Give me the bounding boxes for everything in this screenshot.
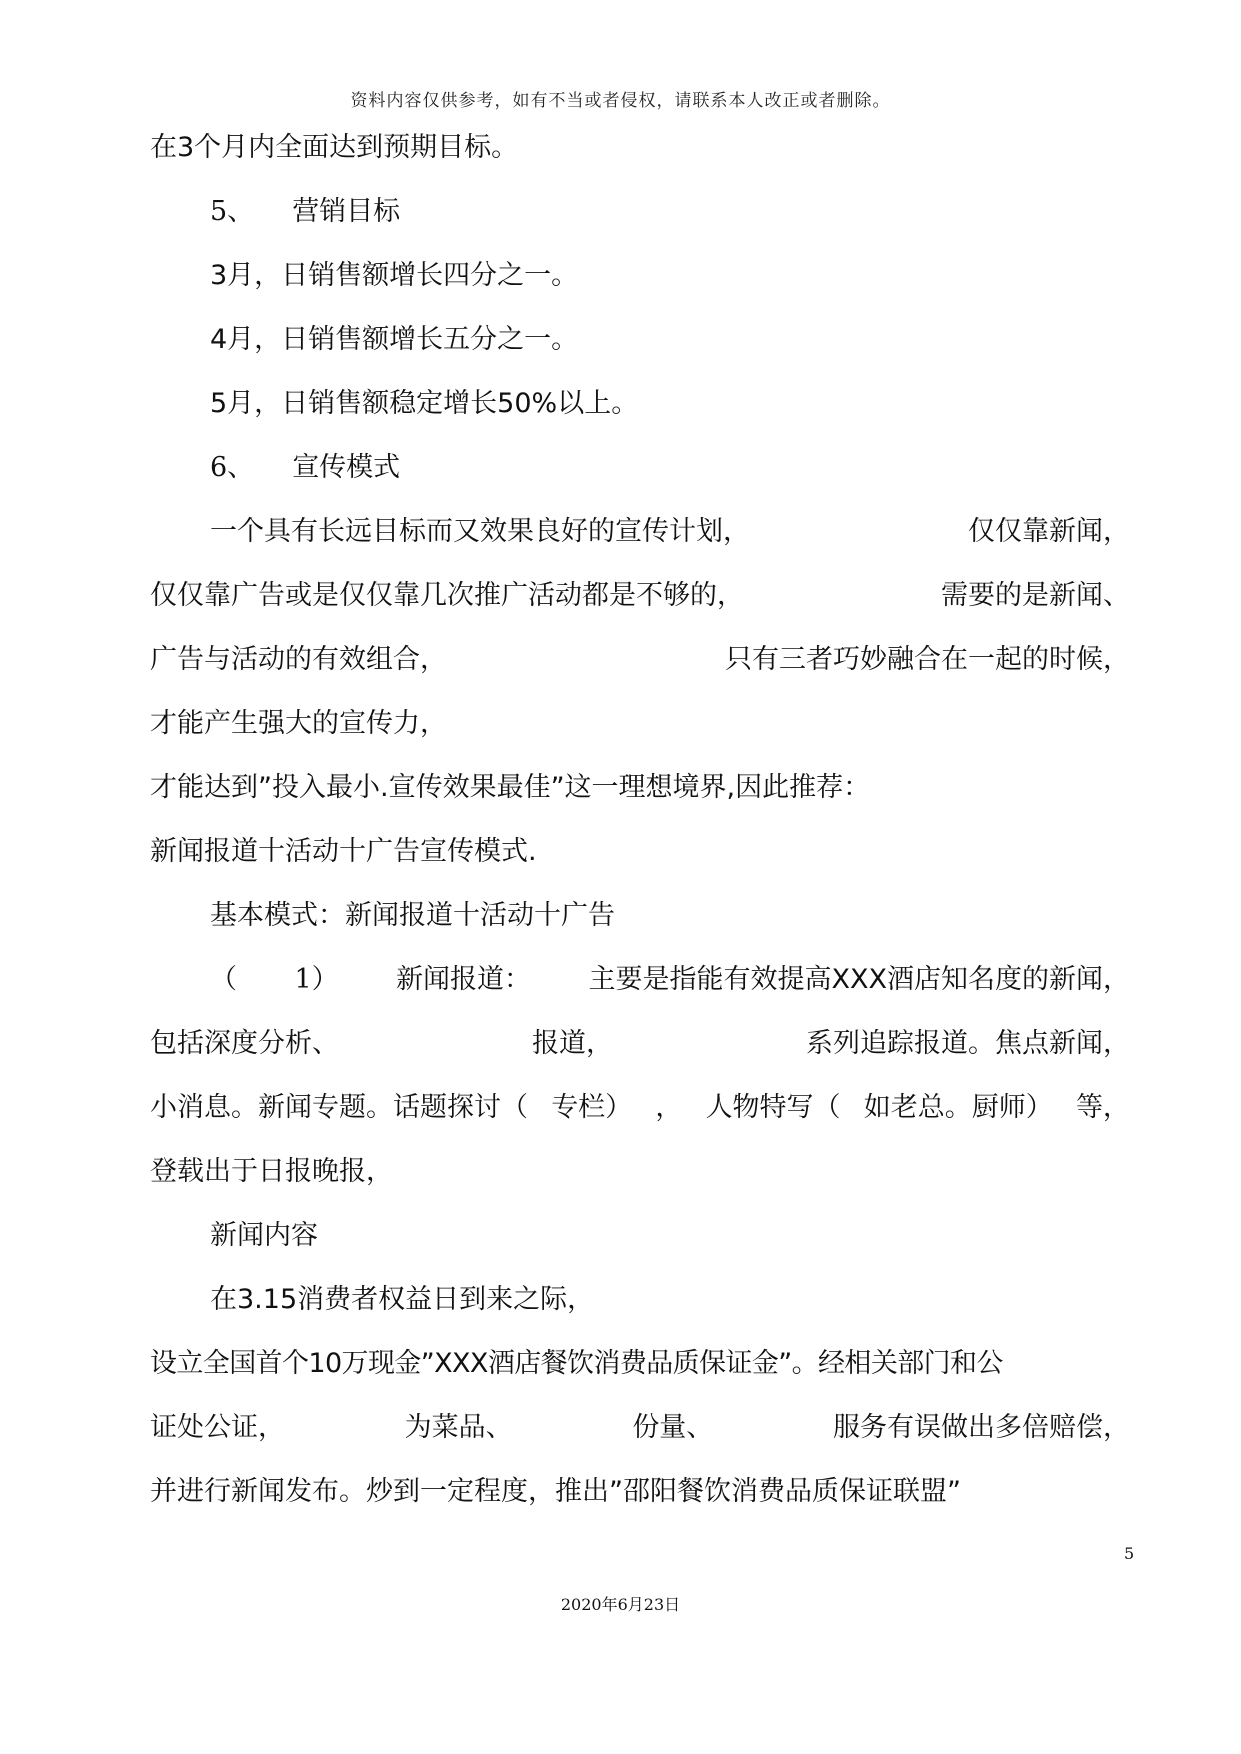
text-segment: 一个具有长远目标而又效果良好的宣传计划， bbox=[210, 516, 750, 547]
section-number: 5、 bbox=[210, 196, 255, 227]
paragraph-line-1: 在3个月内全面达到预期目标。 bbox=[150, 132, 519, 163]
section-title: 宣传模式 bbox=[292, 452, 401, 483]
paragraph-line-16 bbox=[150, 1088, 1130, 1128]
text-segment: 报道， bbox=[532, 1028, 613, 1059]
paragraph-line-9 bbox=[150, 640, 1130, 680]
target-march: 3月，日销售额增长四分之一。 bbox=[210, 260, 579, 291]
paragraph-line-19: 在3.15消费者权益日到来之际， bbox=[210, 1284, 595, 1315]
section-heading-6 bbox=[210, 448, 510, 488]
text-segment: 服务有误做出多倍赔偿， bbox=[832, 1412, 1130, 1443]
text-segment: 新闻报道： bbox=[396, 964, 532, 995]
text-segment: 如老总。厨师） bbox=[863, 1092, 1053, 1123]
paragraph-line-12: 新闻报道十活动十广告宣传模式. bbox=[150, 836, 537, 867]
target-may: 5月，日销售额稳定增长50%以上。 bbox=[210, 388, 639, 419]
paragraph-line-10: 才能产生强大的宣传力， bbox=[150, 708, 447, 739]
text-segment: ， bbox=[655, 1092, 683, 1123]
text-segment: 等， bbox=[1075, 1092, 1130, 1123]
paragraph-line-11: 才能达到”投入最小.宣传效果最佳”这一理想境界,因此推荐： bbox=[150, 772, 871, 803]
section-title: 营销目标 bbox=[292, 196, 401, 227]
text-segment: 仅仅靠新闻， bbox=[968, 516, 1130, 547]
paragraph-line-17: 登载出于日报晚报， bbox=[150, 1156, 393, 1187]
paragraph-line-14 bbox=[210, 960, 1130, 1000]
text-segment: 小消息。新闻专题。话题探讨（ bbox=[150, 1092, 528, 1123]
paragraph-line-22: 并进行新闻发布。炒到一定程度，推出”邵阳餐饮消费品质保证联盟” bbox=[150, 1476, 961, 1507]
text-segment: 人物特写（ bbox=[705, 1092, 841, 1123]
text-segment: 只有三者巧妙融合在一起的时候， bbox=[725, 644, 1130, 675]
text-segment: 为菜品、 bbox=[404, 1412, 513, 1443]
text-segment: （ bbox=[210, 964, 237, 995]
text-segment: 专栏） bbox=[551, 1092, 633, 1123]
text-segment: 仅仅靠广告或是仅仅靠几次推广活动都是不够的， bbox=[150, 580, 744, 611]
paragraph-line-8 bbox=[150, 576, 1130, 616]
section-number: 6、 bbox=[210, 452, 255, 483]
text-segment: 系列追踪报道。焦点新闻， bbox=[806, 1028, 1130, 1059]
paragraph-line-21 bbox=[150, 1408, 1130, 1448]
text-segment: 广告与活动的有效组合， bbox=[150, 644, 447, 675]
text-segment: 包括深度分析、 bbox=[150, 1028, 339, 1059]
footer-date: 2020年6月23日 bbox=[560, 1595, 681, 1614]
paragraph-line-20: 设立全国首个10万现金”XXX酒店餐饮消费品质保证金”。经相关部门和公 bbox=[150, 1348, 1003, 1379]
text-segment: 主要是指能有效提高XXX酒店知名度的新闻， bbox=[588, 964, 1130, 995]
target-april: 4月，日销售额增长五分之一。 bbox=[210, 324, 579, 355]
text-segment: 证处公证， bbox=[150, 1412, 285, 1443]
paragraph-line-7 bbox=[210, 512, 1130, 552]
text-segment: 份量、 bbox=[632, 1412, 714, 1443]
paragraph-line-15 bbox=[150, 1024, 1130, 1064]
basic-mode-line: 基本模式：新闻报道十活动十广告 bbox=[210, 900, 615, 931]
section-heading-5 bbox=[210, 192, 510, 232]
page-number: 5 bbox=[1124, 1544, 1135, 1563]
text-segment: 需要的是新闻、 bbox=[941, 580, 1130, 611]
header-disclaimer: 资料内容仅供参考，如有不当或者侵权，请联系本人改正或者删除。 bbox=[350, 91, 891, 111]
text-segment: 1） bbox=[294, 964, 339, 995]
news-content-heading: 新闻内容 bbox=[210, 1220, 318, 1251]
